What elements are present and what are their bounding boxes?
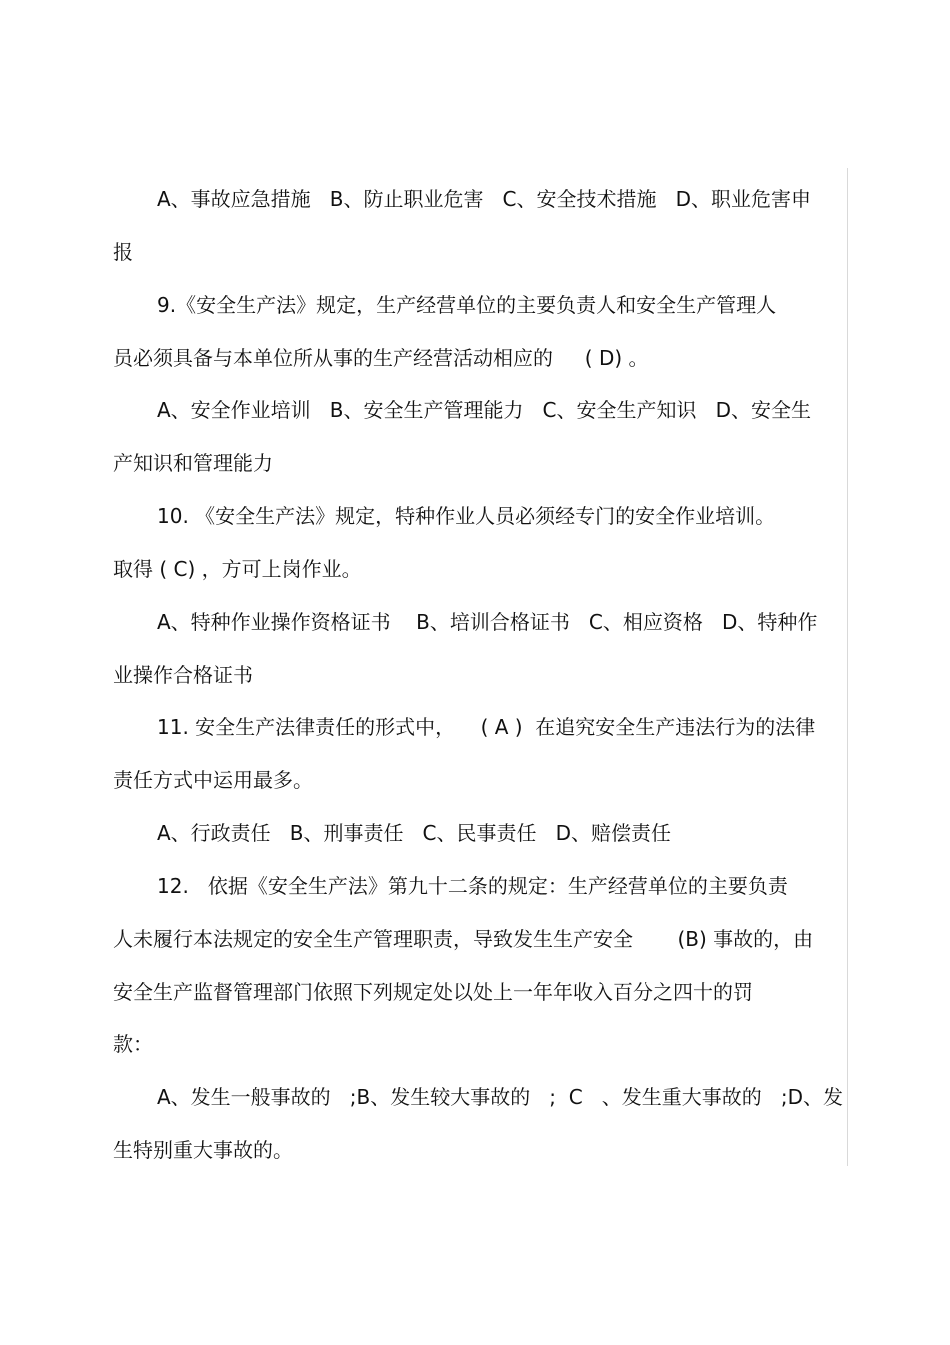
option-line-q8-cont: 报: [113, 240, 133, 264]
option-line-q10-cont: 业操作合格证书: [113, 663, 253, 687]
question-12: 12. 依据《安全生产法》第九十二条的规定：生产经营单位的主要负责: [157, 874, 788, 898]
option-line-q9: A、安全作业培训 B、安全生产管理能力 C、安全生产知识 D、安全生: [157, 398, 811, 422]
option-line-q12: A、发生一般事故的 ;B、发生较大事故的 ; C 、发生重大事故的 ;D、发: [157, 1085, 843, 1109]
question-11: 11. 安全生产法律责任的形式中， ( A ) 在追究安全生产违法行为的法律: [157, 715, 816, 739]
option-line-q11: A、行政责任 B、刑事责任 C、民事责任 D、赔偿责任: [157, 821, 671, 845]
question-12-cont-2: 安全生产监督管理部门依照下列规定处以处上一年年收入百分之四十的罚: [113, 980, 753, 1004]
option-line-q10: A、特种作业操作资格证书 B、培训合格证书 C、相应资格 D、特种作: [157, 610, 818, 634]
page-margin-rule: [847, 168, 848, 1166]
option-line-q12-cont: 生特别重大事故的。: [113, 1138, 293, 1162]
question-12-cont-1: 人未履行本法规定的安全生产管理职责，导致发生生产安全 (B) 事故的，由: [113, 927, 814, 951]
option-line-q9-cont: 产知识和管理能力: [113, 451, 273, 475]
question-10-cont: 取得 ( C) ，方可上岗作业。: [113, 557, 362, 581]
question-11-cont: 责任方式中运用最多。: [113, 768, 313, 792]
option-line-q8: A、事故应急措施 B、防止职业危害 C、安全技术措施 D、职业危害申: [157, 187, 811, 211]
question-9-cont: 员必须具备与本单位所从事的生产经营活动相应的 ( D) 。: [113, 346, 649, 370]
question-10: 10. 《安全生产法》规定，特种作业人员必须经专门的安全作业培训。: [157, 504, 776, 528]
question-12-cont-3: 款：: [113, 1032, 153, 1056]
question-9: 9.《安全生产法》规定，生产经营单位的主要负责人和安全生产管理人: [157, 293, 777, 317]
